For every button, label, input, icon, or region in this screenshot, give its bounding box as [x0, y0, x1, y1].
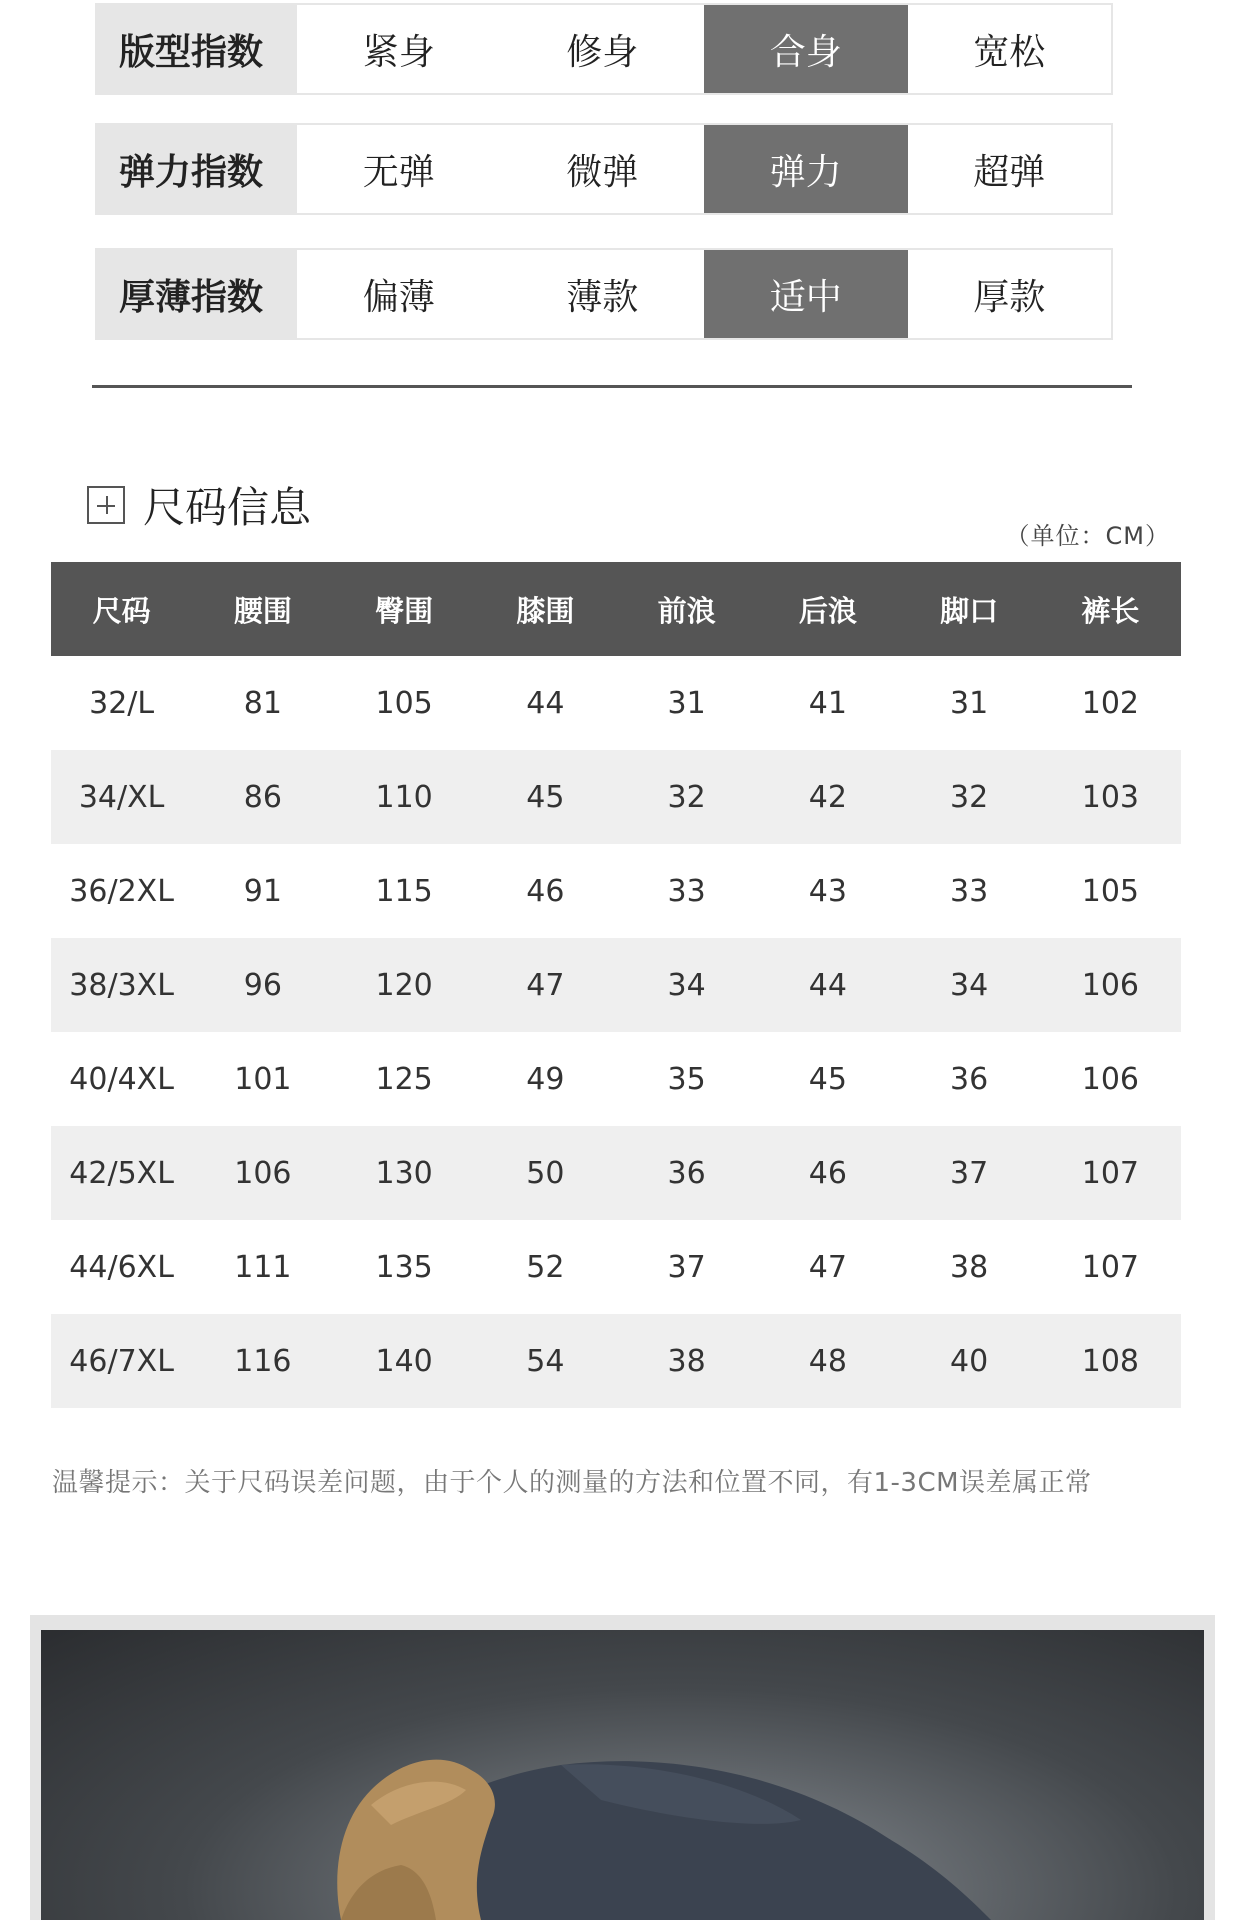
table-row [51, 656, 1181, 750]
size-section-header [87, 475, 311, 535]
index-option-selected: 适中 [704, 250, 908, 338]
measurement-cell: 36 [616, 1126, 757, 1220]
measurement-cell: 46 [526, 873, 565, 909]
measurement-cell: 106 [1081, 1061, 1139, 1097]
measurement-cell: 107 [1081, 1249, 1139, 1285]
index-option: 超弹 [908, 125, 1112, 213]
size-cell: 38/3XL [51, 938, 192, 1032]
measurement-cell: 45 [475, 750, 616, 844]
column-header: 臀围 [334, 562, 475, 656]
size-section-title: 尺码信息 [143, 483, 312, 532]
measurement-cell: 42 [757, 750, 898, 844]
column-header: 裤长 [1040, 562, 1181, 656]
measurement-cell: 130 [334, 1126, 475, 1220]
size-cell: 40/4XL [69, 1061, 174, 1097]
measurement-cell: 31 [667, 685, 706, 721]
measurement-cell: 46 [757, 1126, 898, 1220]
product-photo [41, 1630, 1204, 1920]
measurement-cell: 45 [808, 1061, 847, 1097]
index-option-selected: 弹力 [704, 125, 908, 213]
measurement-cell: 86 [192, 750, 333, 844]
measurement-cell: 140 [334, 1314, 475, 1408]
table-row [51, 844, 1181, 938]
product-photo-frame [30, 1615, 1215, 1920]
measurement-cell: 103 [1040, 750, 1181, 844]
column-header: 膝围 [475, 562, 616, 656]
section-divider [92, 385, 1132, 388]
size-table-body [51, 656, 1181, 1408]
measurement-cell: 125 [375, 1061, 433, 1097]
size-cell: 44/6XL [69, 1249, 174, 1285]
unit-label: （单位：CM） [1005, 522, 1170, 550]
measurement-cell: 106 [192, 1126, 333, 1220]
measurement-cell: 91 [243, 873, 282, 909]
table-row [51, 1126, 1181, 1220]
index-option: 修身 [501, 5, 705, 93]
column-header: 前浪 [616, 562, 757, 656]
measurement-cell: 37 [899, 1126, 1040, 1220]
measurement-cell: 43 [808, 873, 847, 909]
measurement-cell: 34 [899, 938, 1040, 1032]
column-header: 腰围 [192, 562, 333, 656]
size-cell: 36/2XL [69, 873, 174, 909]
size-cell: 42/5XL [51, 1126, 192, 1220]
measurement-cell: 101 [234, 1061, 292, 1097]
index-label: 弹力指数 [97, 125, 297, 213]
table-row [51, 1314, 1181, 1408]
measurement-cell: 107 [1040, 1126, 1181, 1220]
index-label: 版型指数 [97, 5, 297, 93]
measurement-cell: 47 [808, 1249, 847, 1285]
column-header: 后浪 [757, 562, 898, 656]
measurement-cell: 32 [899, 750, 1040, 844]
table-row [51, 938, 1181, 1032]
measurement-cell: 105 [1081, 873, 1139, 909]
plus-box-icon [87, 486, 125, 524]
measurement-cell: 111 [234, 1249, 292, 1285]
index-option: 偏薄 [297, 250, 501, 338]
index-option: 无弹 [297, 125, 501, 213]
measurement-cell: 96 [192, 938, 333, 1032]
column-header: 尺码 [51, 562, 192, 656]
measurement-cell: 105 [375, 685, 433, 721]
index-label: 厚薄指数 [97, 250, 297, 338]
size-cell: 32/L [89, 685, 155, 721]
measurement-cell: 81 [243, 685, 282, 721]
measurement-cell: 115 [375, 873, 433, 909]
measurement-cell: 49 [526, 1061, 565, 1097]
measurement-cell: 52 [526, 1249, 565, 1285]
size-tip: 温馨提示：关于尺码误差问题，由于个人的测量的方法和位置不同，有1-3CM误差属正常 [52, 1468, 1092, 1498]
table-row [51, 1220, 1181, 1314]
measurement-cell: 102 [1081, 685, 1139, 721]
measurement-cell: 47 [475, 938, 616, 1032]
measurement-cell: 135 [375, 1249, 433, 1285]
measurement-cell: 33 [667, 873, 706, 909]
measurement-cell: 50 [475, 1126, 616, 1220]
column-header: 脚口 [899, 562, 1040, 656]
table-header-row [51, 562, 1181, 656]
table-row [51, 750, 1181, 844]
thickness-index-row [95, 248, 1113, 340]
measurement-cell: 106 [1040, 938, 1181, 1032]
index-option: 厚款 [908, 250, 1112, 338]
jeans-illustration [41, 1630, 1204, 1920]
measurement-cell: 108 [1040, 1314, 1181, 1408]
index-option: 薄款 [501, 250, 705, 338]
measurement-cell: 37 [667, 1249, 706, 1285]
fit-index-row [95, 3, 1113, 95]
index-option: 紧身 [297, 5, 501, 93]
table-row [51, 1032, 1181, 1126]
measurement-cell: 120 [334, 938, 475, 1032]
measurement-cell: 34 [616, 938, 757, 1032]
measurement-cell: 35 [667, 1061, 706, 1097]
size-table [51, 562, 1181, 1408]
measurement-cell: 33 [950, 873, 989, 909]
measurement-cell: 31 [950, 685, 989, 721]
measurement-cell: 54 [475, 1314, 616, 1408]
measurement-cell: 38 [616, 1314, 757, 1408]
index-option-selected: 合身 [704, 5, 908, 93]
index-option: 微弹 [501, 125, 705, 213]
size-cell: 46/7XL [51, 1314, 192, 1408]
measurement-cell: 48 [757, 1314, 898, 1408]
elasticity-index-row [95, 123, 1113, 215]
index-option: 宽松 [908, 5, 1112, 93]
measurement-cell: 44 [526, 685, 565, 721]
measurement-cell: 40 [899, 1314, 1040, 1408]
measurement-cell: 38 [950, 1249, 989, 1285]
measurement-cell: 116 [192, 1314, 333, 1408]
measurement-cell: 36 [950, 1061, 989, 1097]
measurement-cell: 44 [757, 938, 898, 1032]
measurement-cell: 110 [334, 750, 475, 844]
size-cell: 34/XL [51, 750, 192, 844]
measurement-cell: 41 [808, 685, 847, 721]
measurement-cell: 32 [616, 750, 757, 844]
